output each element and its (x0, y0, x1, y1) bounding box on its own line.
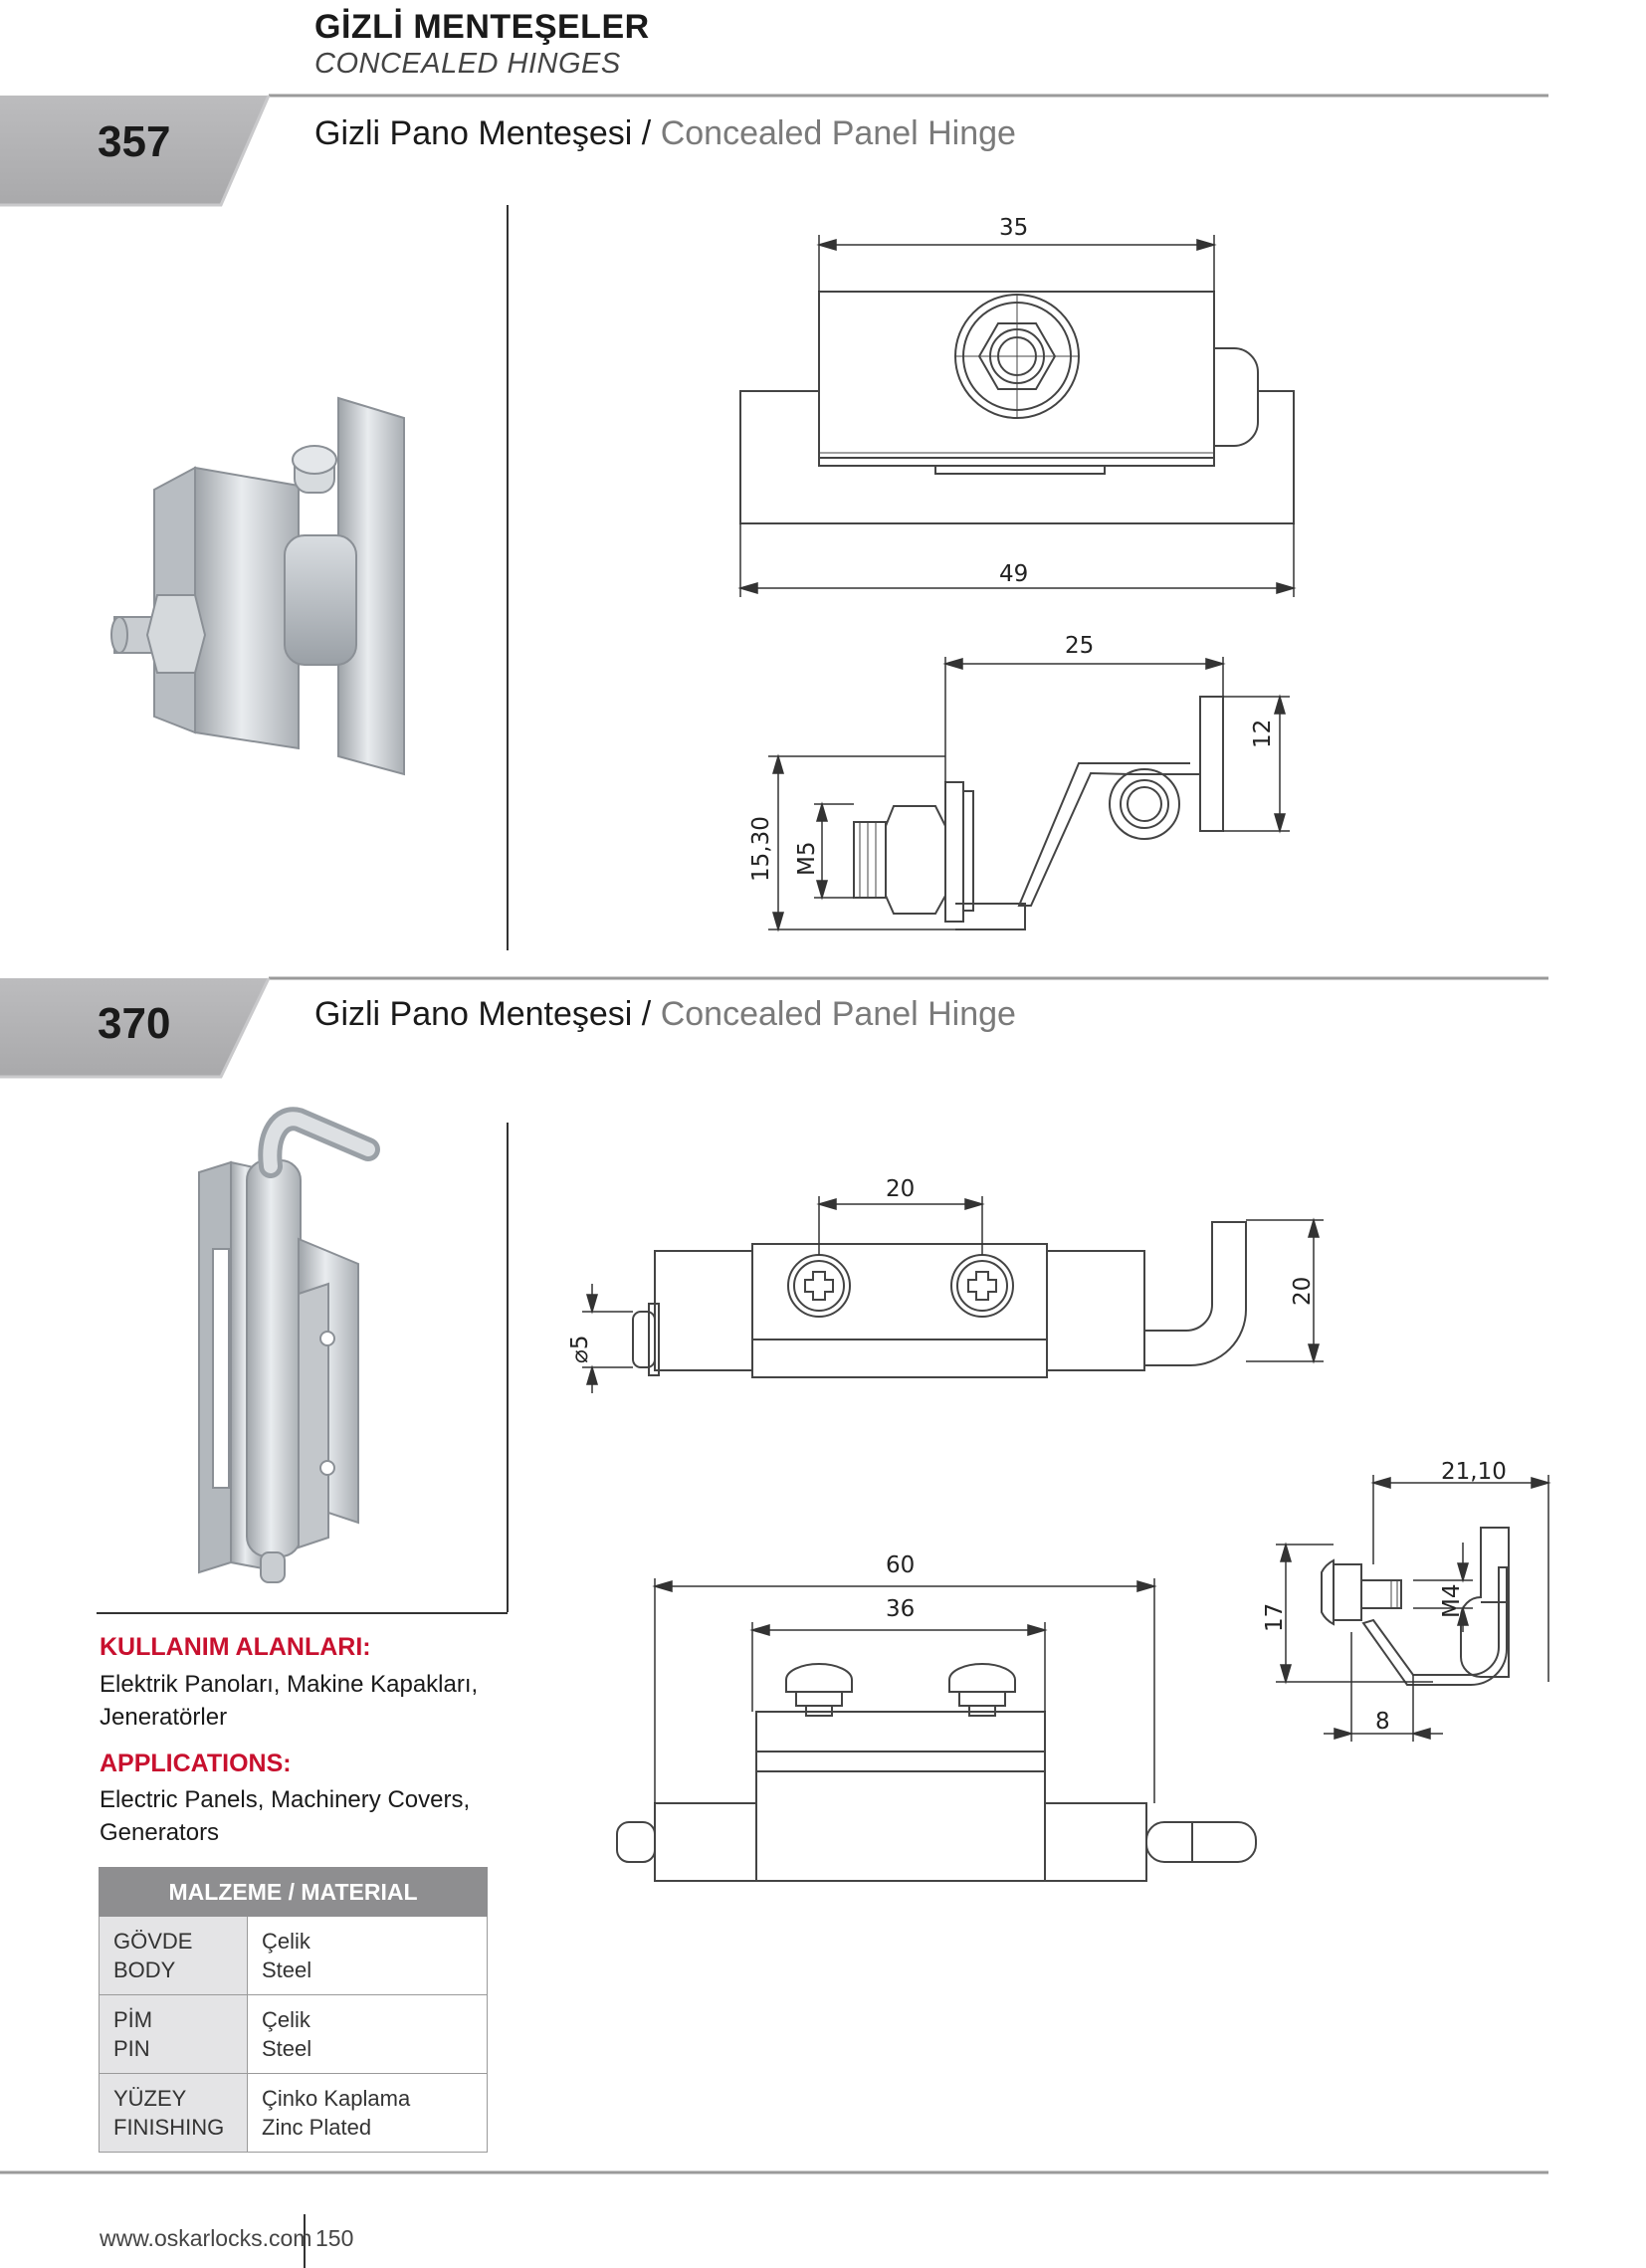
hinge-370-side-view (1322, 1528, 1509, 1685)
dim-357-side-width: 25 (1065, 633, 1095, 659)
material-table-heading: MALZEME / MATERIAL (100, 1868, 488, 1917)
product-title-tr: Gizli Pano Menteşesi / (314, 995, 652, 1033)
dim-370-pin-diameter: ⌀5 (567, 1335, 593, 1363)
page-title: GİZLİ MENTEŞELER (314, 8, 650, 46)
product-code-370: 370 (98, 999, 171, 1048)
hinge-370-render (199, 1119, 368, 1582)
hinge-357-side-view (854, 697, 1223, 929)
dim-370-handle-height: 20 (1290, 1276, 1316, 1306)
table-row (100, 1917, 488, 1995)
footer-url-link[interactable]: www.oskarlocks.com (100, 2225, 312, 2251)
applications-text-tr: Elektrik Panoları, Makine Kapakları, Jeneratörler (100, 1671, 479, 1731)
dim-370-body-length: 36 (886, 1596, 916, 1622)
dim-357-overall-width: 49 (999, 561, 1029, 587)
dim-370-side-width: 21,10 (1441, 1459, 1507, 1485)
product-code-357: 357 (98, 117, 171, 166)
product-title-en: Concealed Panel Hinge (660, 995, 1016, 1033)
applications-text-en: Electric Panels, Machinery Covers, Generators (100, 1786, 471, 1846)
page-subtitle: CONCEALED HINGES (314, 48, 621, 80)
page-number: 150 (315, 2225, 354, 2251)
dim-370-overall-length: 60 (886, 1552, 916, 1578)
applications-heading-tr: KULLANIM ALANLARI: (100, 1633, 371, 1661)
product-title-en: Concealed Panel Hinge (660, 114, 1016, 152)
dim-370-offset: 8 (1375, 1709, 1390, 1735)
dim-370-pin-diameter-value: 5 (567, 1335, 593, 1350)
dim-357-top-width: 35 (999, 215, 1029, 241)
table-row (100, 2074, 488, 2153)
hinge-357-top-view (740, 292, 1294, 523)
hinge-357-render (111, 398, 404, 774)
product-title-tr: Gizli Pano Menteşesi / (314, 114, 652, 152)
dim-357-thread: M5 (794, 841, 820, 876)
product-title-357 (314, 114, 1016, 153)
hinge-370-top-view (633, 1222, 1246, 1377)
material-key: GÖVDE BODY (100, 1917, 248, 1995)
dim-370-thread: M4 (1439, 1583, 1465, 1618)
material-value: Çinko Kaplama Zinc Plated (248, 2074, 488, 2153)
dim-357-side-height: 12 (1250, 719, 1276, 748)
material-key: YÜZEY FINISHING (100, 2074, 248, 2153)
product-title-370 (314, 995, 1016, 1034)
dimension-lines-357-side (768, 657, 1290, 929)
applications-heading-en: APPLICATIONS: (100, 1750, 292, 1777)
material-value: Çelik Steel (248, 1995, 488, 2074)
table-row (100, 1995, 488, 2074)
dim-370-hole-spacing: 20 (886, 1176, 916, 1202)
dim-370-side-height: 17 (1262, 1602, 1288, 1632)
dim-357-height: 15,30 (748, 816, 774, 882)
material-value: Çelik Steel (248, 1917, 488, 1995)
hinge-370-front-view (617, 1664, 1256, 1881)
material-table (99, 1867, 488, 2153)
material-key: PİM PIN (100, 1995, 248, 2074)
